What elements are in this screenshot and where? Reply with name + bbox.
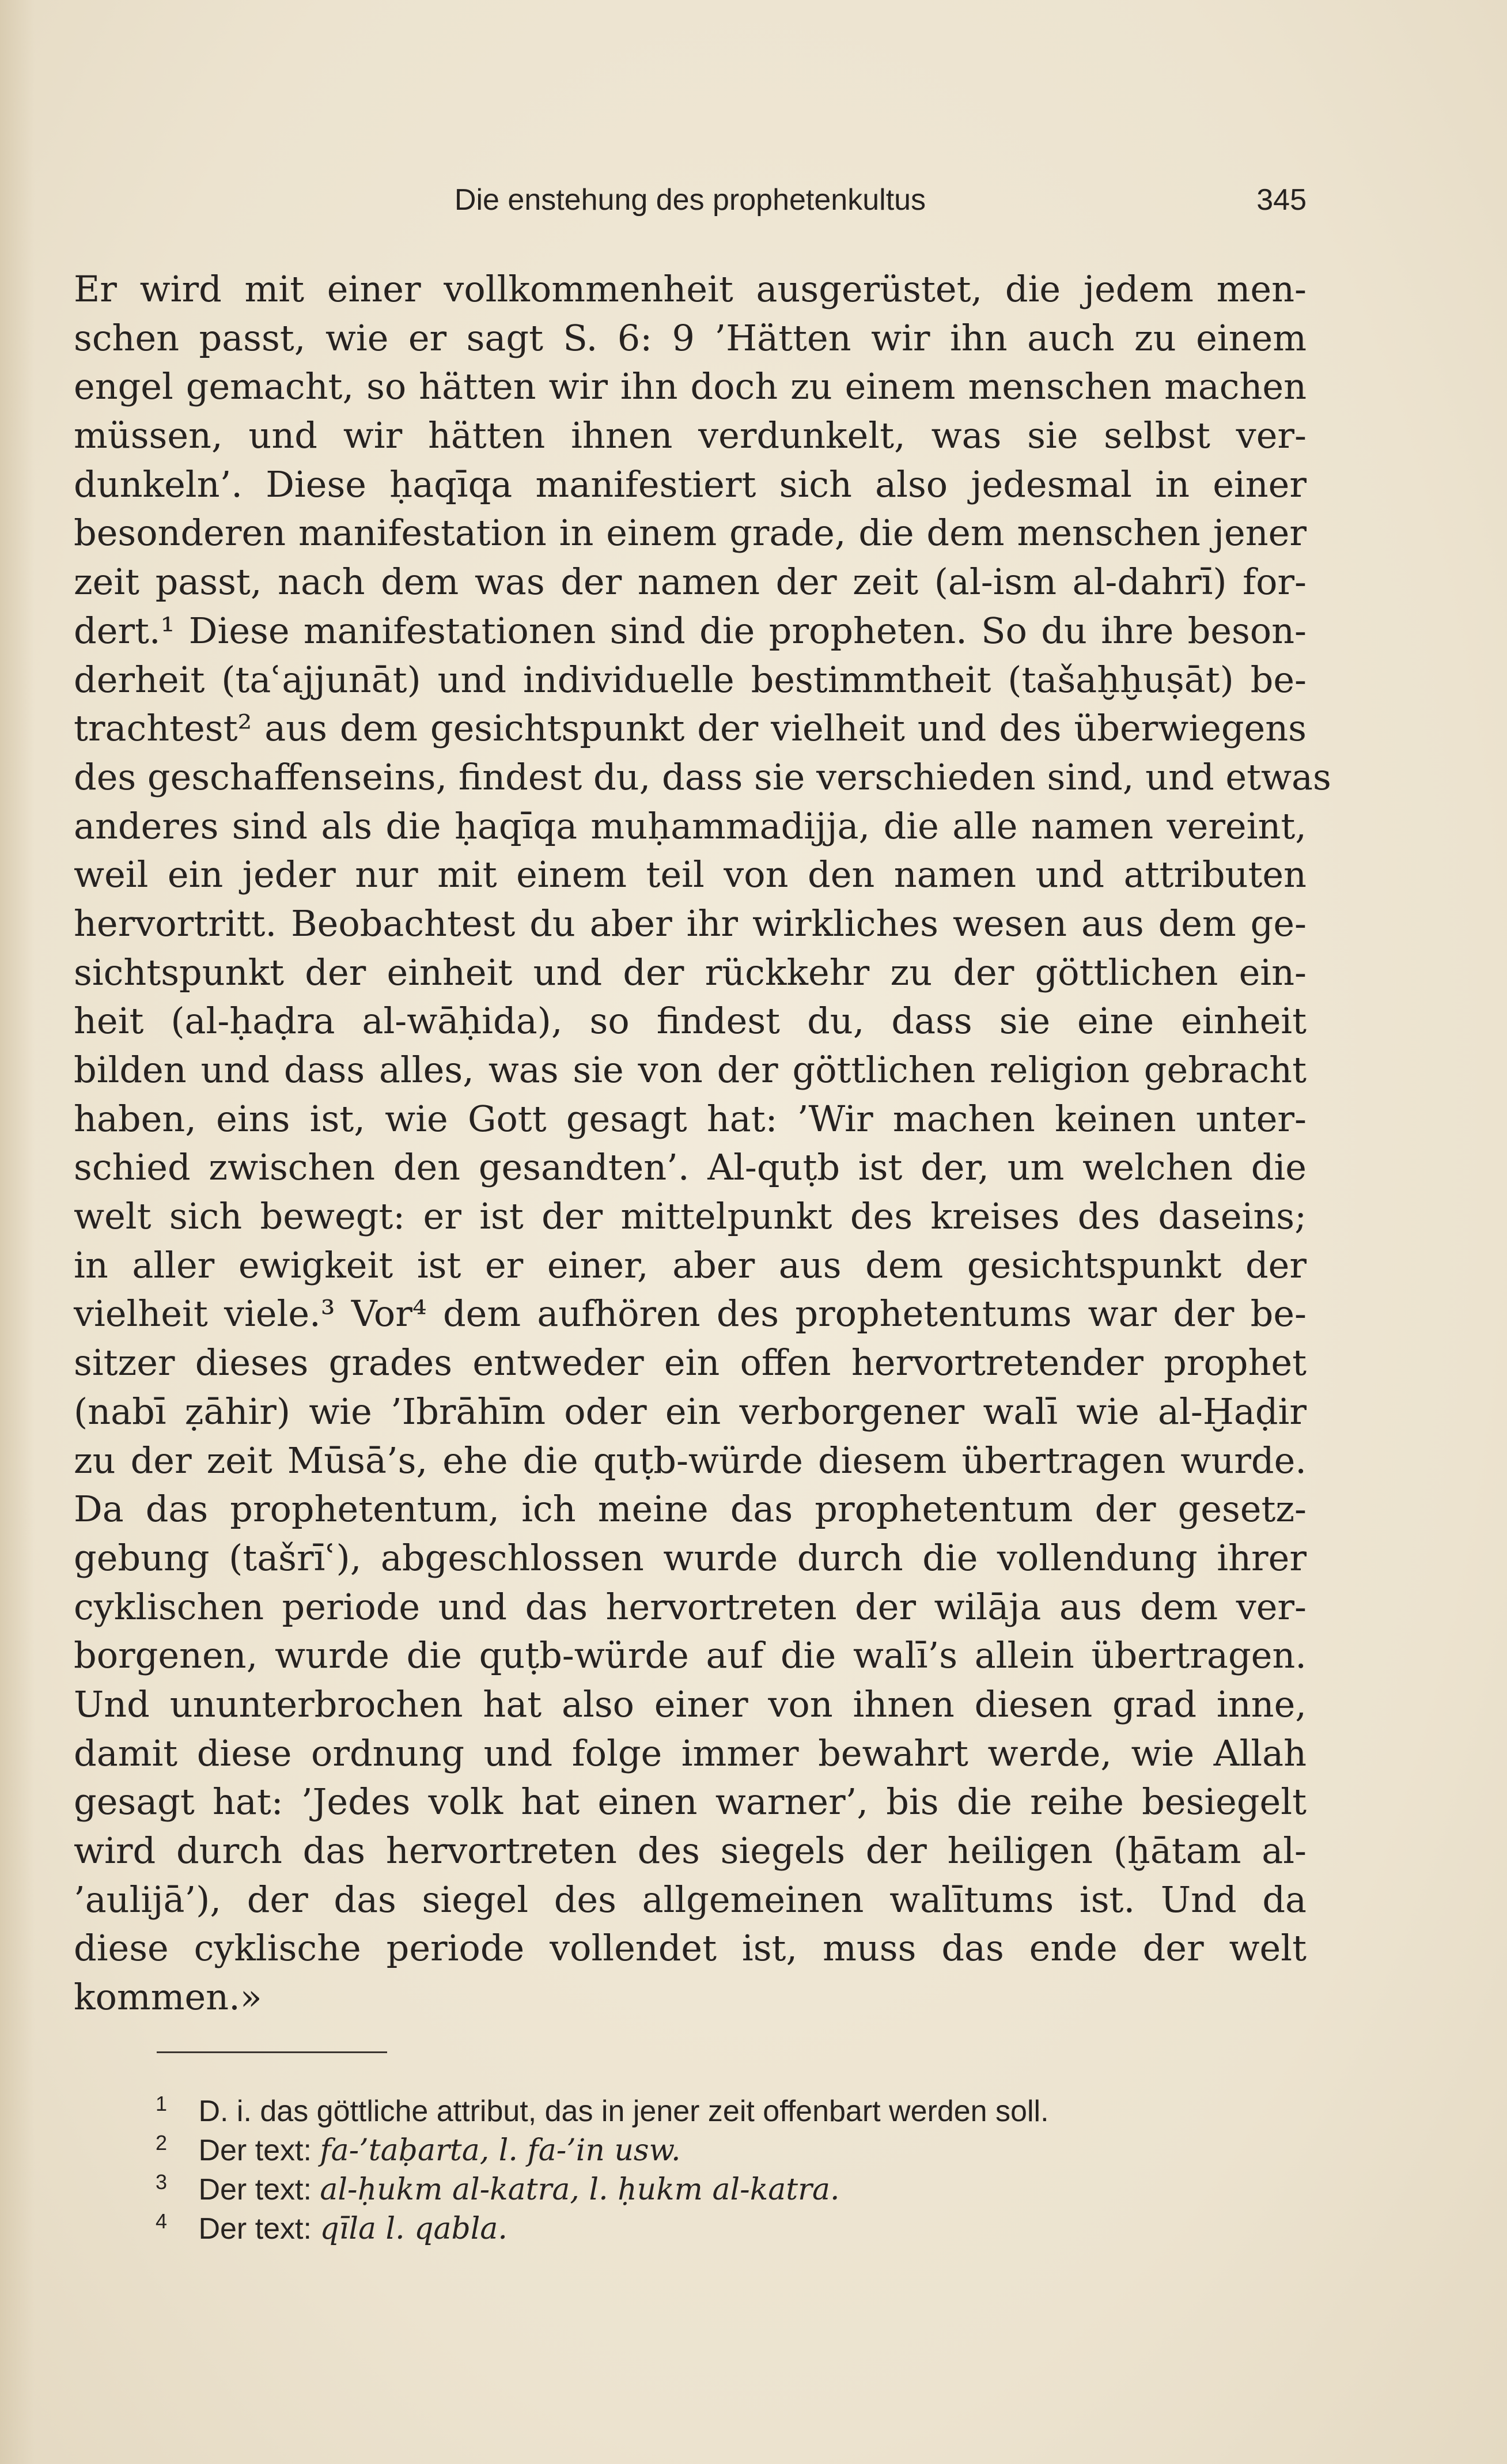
- text-line: ’aulijā’), der das siegel des allgemeinen walītums ist. Und da: [74, 1878, 1307, 1921]
- text-line: gesagt hat: ’Jedes volk hat einen warner’, bis die reihe besiegelt: [74, 1781, 1307, 1823]
- text-line: heit (al-ḥaḍra al-wāḥida), so findest du, dass sie eine einheit: [74, 1000, 1307, 1042]
- text-line: gebung (tašrīʿ), abgeschlossen wurde durch die vollendung ihrer: [74, 1536, 1307, 1579]
- text-line: schen passt, wie er sagt S. 6: 9 ’Hätten wir ihn auch zu einem: [74, 316, 1307, 359]
- footnote: 4 Der text: qīla l. qabla.: [156, 2209, 508, 2246]
- footnote-label: D. i.: [198, 2095, 252, 2128]
- text-line: besonderen manifestation in einem grade, die dem menschen jener: [74, 512, 1307, 554]
- text-line: dert.¹ Diese manifestationen sind die propheten. So du ihre beson-: [74, 609, 1307, 652]
- text-line: zu der zeit Mūsā’s, ehe die quṭb-würde diesem übertragen wurde.: [74, 1439, 1307, 1482]
- footnote-label: Der text:: [198, 2134, 312, 2167]
- text-line: haben, eins ist, wie Gott gesagt hat: ’Wir machen keinen unter-: [74, 1097, 1307, 1140]
- footnote-label: Der text:: [198, 2173, 312, 2206]
- text-line: diese cyklische periode vollendet ist, muss das ende der welt: [74, 1927, 1307, 1970]
- text-line: sitzer dieses grades entweder ein offen hervortretender prophet: [74, 1341, 1307, 1384]
- text-line: in aller ewigkeit ist er einer, aber aus dem gesichtspunkt der: [74, 1244, 1307, 1286]
- footnote-text: fa-’taḅarta, l. fa-’in usw.: [320, 2133, 681, 2168]
- footnotes: [156, 2092, 1308, 2248]
- body-text: [74, 265, 1331, 2022]
- text-line: sichtspunkt der einheit und der rückkehr zu der göttlichen ein-: [74, 951, 1307, 993]
- footnote-text: qīla l. qabla.: [320, 2212, 508, 2246]
- text-line: weil ein jeder nur mit einem teil von den namen und attributen: [74, 853, 1307, 896]
- text-line: anderes sind als die ḥaqīqa muḥammadijja, die alle namen vereint,: [74, 804, 1307, 847]
- footnote-label: Der text:: [198, 2212, 312, 2246]
- text-line: wird durch das hervortreten des siegels der heiligen (ḫātam al-: [74, 1830, 1307, 1872]
- text-line: engel gemacht, so hätten wir ihn doch zu einem menschen machen: [74, 365, 1307, 408]
- text-line: bilden und dass alles, was sie von der göttlichen religion gebracht: [74, 1049, 1307, 1091]
- text-line: Er wird mit einer vollkommenheit ausgerüstet, die jedem men-: [74, 268, 1307, 310]
- text-line: borgenen, wurde die quṭb-würde auf die walī’s allein übertragen.: [74, 1634, 1307, 1677]
- text-line: cyklischen periode und das hervortreten der wilāja aus dem ver-: [74, 1585, 1307, 1628]
- page-number: 345: [1256, 183, 1307, 217]
- text-line: zeit passt, nach dem was der namen der zeit (al-ism al-dahrī) for-: [74, 561, 1307, 603]
- text-line: trachtest² aus dem gesichtspunkt der vielheit und des überwiegens: [74, 707, 1307, 750]
- text-line: des geschaffenseins, findest du, dass sie verschieden sind, und etwas: [74, 755, 1331, 798]
- text-line: damit diese ordnung und folge immer bewahrt werde, wie Allah: [74, 1732, 1307, 1774]
- text-line: welt sich bewegt: er ist der mittelpunkt des kreises des daseins;: [74, 1195, 1307, 1238]
- text-line: Und ununterbrochen hat also einer von ihnen diesen grad inne,: [74, 1683, 1307, 1725]
- footnote: 3 Der text: al-ḥukm al-katra, l. ḥukm al-katra.: [156, 2170, 840, 2207]
- text-line: Da das prophetentum, ich meine das prophetentum der gesetz-: [74, 1488, 1307, 1530]
- footnote-text: das göttliche attribut, das in jener zeit offenbart werden soll.: [260, 2095, 1049, 2128]
- text-line: hervortritt. Beobachtest du aber ihr wirkliches wesen aus dem ge-: [74, 902, 1307, 944]
- running-title: Die enstehung des prophetenkultus: [454, 183, 926, 217]
- text-line: kommen.»: [74, 1976, 262, 2019]
- footnote: 2 Der text: fa-’taḅarta, l. fa-’in usw.: [156, 2130, 681, 2168]
- text-line: dunkeln’. Diese ḥaqīqa manifestiert sich also jedesmal in einer: [74, 463, 1307, 505]
- running-head: [74, 180, 1307, 220]
- footnote-divider: [157, 2051, 387, 2053]
- page-edge-shadow: [0, 0, 35, 2464]
- text-line: (nabī ẓāhir) wie ’Ibrāhīm oder ein verborgener walī wie al-Ḫaḍir: [74, 1390, 1307, 1433]
- text-line: müssen, und wir hätten ihnen verdunkelt, was sie selbst ver-: [74, 414, 1307, 457]
- text-line: schied zwischen den gesandten’. Al-quṭb ist der, um welchen die: [74, 1146, 1307, 1189]
- footnote-text: al-ḥukm al-katra, l. ḥukm al-katra.: [320, 2172, 840, 2207]
- text-line: derheit (taʿajjunāt) und individuelle bestimmtheit (tašaḫḫuṣāt) be-: [74, 658, 1307, 701]
- footnote: 1 D. i. das göttliche attribut, das in jener zeit offenbart werden soll.: [156, 2091, 1049, 2128]
- text-line: vielheit viele.³ Vor⁴ dem aufhören des prophetentums war der be-: [74, 1293, 1307, 1335]
